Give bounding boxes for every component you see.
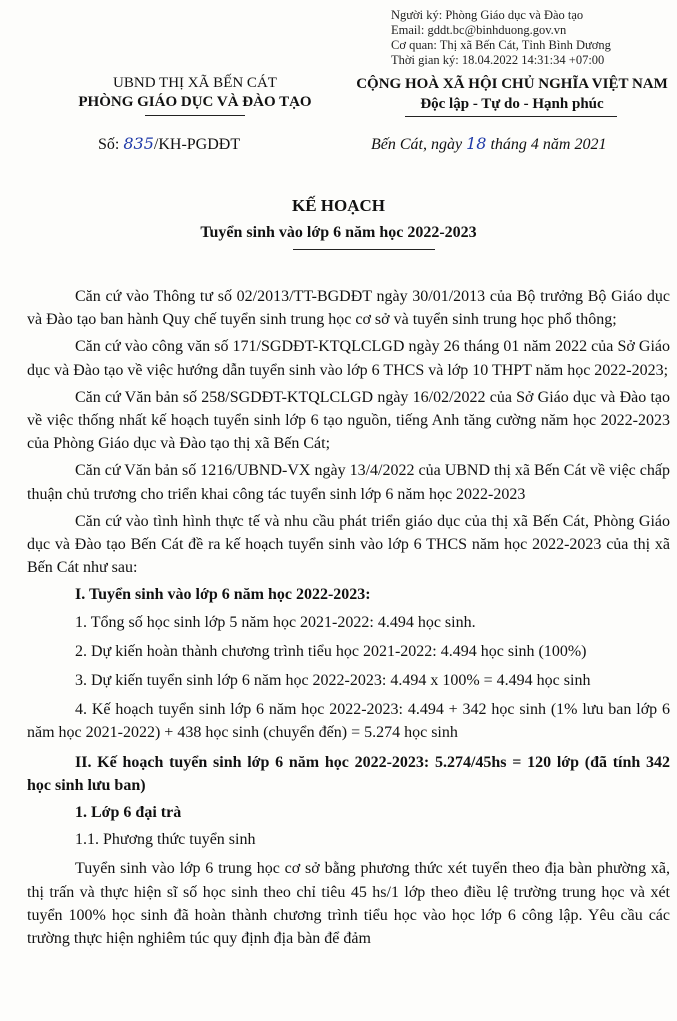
number-handwritten: 835 [123,134,154,153]
list-item: 1. Tổng số học sinh lớp 5 năm học 2021-2022: 4.494 học sinh. [75,613,476,631]
section-heading: I. Tuyển sinh vào lớp 6 năm học 2022-2023: [75,586,371,604]
document-date [371,134,606,154]
national-motto: Độc lập - Tự do - Hạnh phúc [420,96,604,112]
authority-name: UBND THỊ XÃ BẾN CÁT [113,75,277,91]
issuing-authority [40,74,350,112]
section-heading: 1. Lớp 6 đại trà [75,804,182,822]
section-heading: II. Kế hoạch tuyển sinh lớp 6 năm học 2022-2023: 5.274/45hs = 120 lớp (đã tính 342 học sinh lưu ban) [27,753,670,794]
signature-email: Email: gddt.bc@binhduong.gov.vn [391,23,567,37]
body-paragraph: Căn cứ Văn bản số 258/SGDĐT-KTQLCLGD ngày 16/02/2022 của Sở Giáo dục và Đào tạo về việc thống nhất kế hoạch tuyển sinh lớp 6 tạo nguồn, tiếng Anh tăng cường năm học 2022-2023 của Phòng Giáo dục và Đào tạo thị xã Bến Cát; [27,388,670,453]
national-header [332,74,677,114]
body-paragraph: Căn cứ Văn bản số 1216/UBND-VX ngày 13/4/2022 của UBND thị xã Bến Cát về việc chấp thuận chủ trương cho triển khai công tác tuyển sinh lớp 6 năm học 2022-2023 [27,462,670,503]
body-paragraph: Căn cứ vào Thông tư số 02/2013/TT-BGDĐT ngày 30/01/2013 của Bộ trưởng Bộ Giáo dục và Đào tạo ban hành Quy chế tuyển sinh trung học cơ sở và tuyển sinh trung học phổ thông; [27,288,670,329]
document-subtitle: Tuyển sinh vào lớp 6 năm học 2022-2023 [200,224,477,241]
document-number [98,134,240,154]
document-body [27,285,670,954]
body-paragraph: Tuyển sinh vào lớp 6 trung học cơ sở bằng phương thức xét tuyển theo địa bàn phường xã, thị trấn và thực hiện sĩ số học sinh theo chỉ tiêu 45 hs/1 lớp theo điều lệ trường trung học và xét tuyển 100% học sinh đã hoàn thành chương trình tiểu học vào học lớp 6 công lập. Yêu cầu các trường thực hiện nghiêm túc quy định địa bàn để đảm [27,860,670,948]
subtitle-underline [293,249,435,250]
signature-signer: Người ký: Phòng Giáo dục và Đào tạo [391,8,584,22]
motto-underline [405,116,617,117]
list-item: 1.1. Phương thức tuyển sinh [75,831,256,849]
date-suffix: tháng 4 năm 2021 [490,136,607,153]
body-paragraph: Căn cứ vào công văn số 171/SGDĐT-KTQLCLGD ngày 26 tháng 01 năm 2022 của Sở Giáo dục và Đào tạo về việc hướng dẫn tuyển sinh vào lớp 6 THCS và lớp 10 THPT năm học 2022-2023; [27,338,670,379]
list-item: 4. Kế hoạch tuyển sinh lớp 6 năm học 2022-2023: 4.494 + 342 học sinh (1% lưu ban lớp 6 năm học 2021-2022) + 438 học sinh (chuyển đến) = 5.274 học sinh [27,701,670,742]
date-day-handwritten: 18 [466,134,487,153]
signature-agency: Cơ quan: Thị xã Bến Cát, Tỉnh Bình Dương [391,38,611,52]
number-suffix: /KH-PGDĐT [153,136,241,153]
date-prefix: Bến Cát, ngày [371,136,463,153]
department-underline [145,115,245,116]
body-paragraph: Căn cứ vào tình hình thực tế và nhu cầu phát triển giáo dục của thị xã Bến Cát, Phòng Giáo dục và Đào tạo Bến Cát đề ra kế hoạch tuyển sinh vào lớp 6 THCS năm học 2022-2023 của thị xã Bến Cát như sau: [27,512,670,577]
country-name: CỘNG HOÀ XÃ HỘI CHỦ NGHĨA VIỆT NAM [356,76,668,92]
signature-time: Thời gian ký: 18.04.2022 14:31:34 +07:00 [391,53,605,67]
list-item: 2. Dự kiến hoàn thành chương trình tiểu học 2021-2022: 4.494 học sinh (100%) [75,642,587,660]
digital-signature-block [391,8,611,68]
list-item: 3. Dự kiến tuyển sinh lớp 6 năm học 2022-2023: 4.494 x 100% = 4.494 học sinh [75,672,591,690]
document-title: KẾ HOẠCH [291,196,386,215]
department-name: PHÒNG GIÁO DỤC VÀ ĐÀO TẠO [78,94,312,110]
number-prefix: Số: [98,136,120,153]
